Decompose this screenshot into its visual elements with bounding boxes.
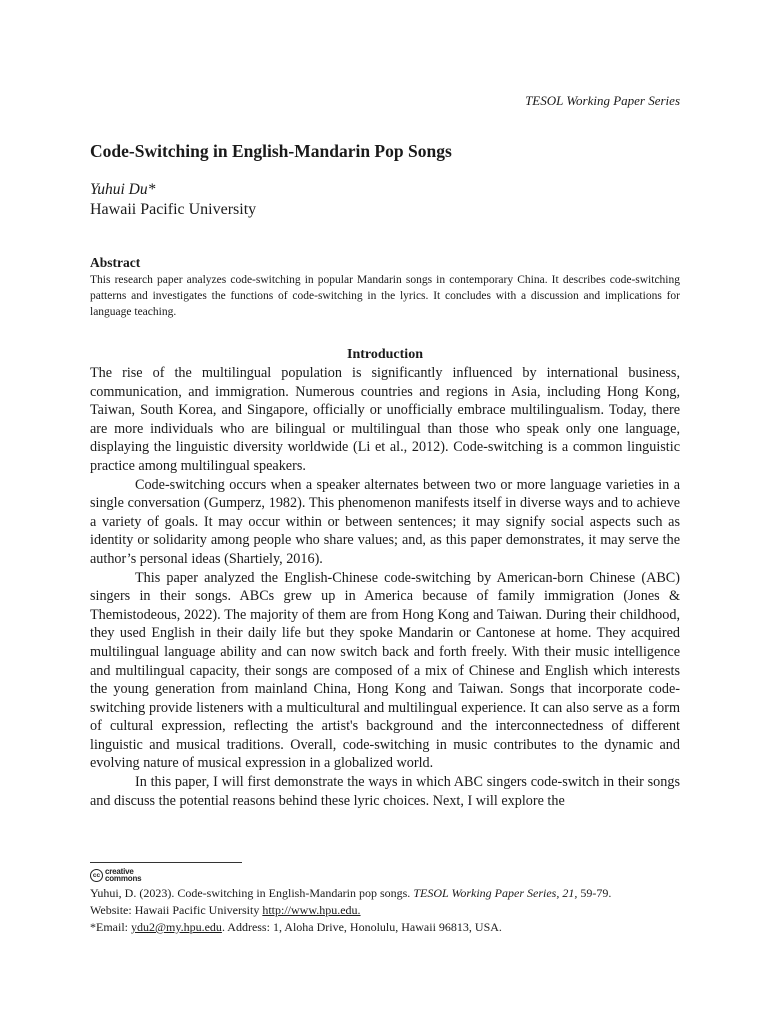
footnote-rule	[90, 862, 242, 863]
cc-icon: cc	[90, 869, 103, 882]
introduction-body	[90, 364, 680, 810]
author-affiliation: Hawaii Pacific University	[90, 201, 257, 218]
email-label: *Email:	[90, 920, 131, 934]
introduction-heading: Introduction	[347, 347, 423, 362]
paragraph: This paper analyzed the English-Chinese code-switching by American-born Chinese (ABC) singers in their songs. ABCs grew up in America because of family immigration (Jones & Themistodeous, 2022). The majority of them are from Hong Kong and Taiwan. During their childhood, they used English in their daily life but they spoke Mandarin or Cantonese at home. They acquired multilingual language ability and can now switch back and forth freely. With their music intelligence and multilingual capacity, their songs are composed of a mix of Chinese and English which interests the young generation from mainland China, Hong Kong and Taiwan. Songs that incorporate code-switching provide listeners with a multicultural and multilingual experience. It can also serve as a form of cultural expression, reflecting the artist's background and the interconnectedness of different linguistic and musical traditions. Overall, code-switching in music contributes to the dynamic and evolving nature of musical expression in a globalized world.	[90, 569, 680, 772]
author-name: Yuhui Du*	[90, 181, 156, 198]
abstract-text: This research paper analyzes code-switching in popular Mandarin songs in contemporary China. It describes code-switching patterns and investigates the functions of code-switching in the lyrics. It concludes with a discussion and implications for language teaching.	[90, 274, 680, 318]
address-text: . Address: 1, Aloha Drive, Honolulu, Hawaii 96813, USA.	[221, 920, 502, 934]
paragraph: In this paper, I will first demonstrate the ways in which ABC singers code-switch in their songs and discuss the potential reasons behind these lyric choices. Next, I will explore the	[90, 774, 680, 809]
series-header: TESOL Working Paper Series	[525, 93, 680, 108]
paper-title: Code-Switching in English-Mandarin Pop Songs	[90, 141, 452, 161]
citation-line	[90, 885, 611, 902]
citation-journal: TESOL Working Paper Series, 21,	[413, 886, 578, 900]
website-label: Website: Hawaii Pacific University	[90, 903, 263, 917]
cc-wordmark: creative commons	[105, 867, 142, 883]
footnote	[90, 885, 611, 936]
paragraph: The rise of the multilingual population is significantly influenced by international business, communication, and immigration. Numerous countries and regions in Asia, including Hong Kong, Taiwan, South Korea, and Singapore, officially or unofficially embrace multilingualism. Today, there are more individuals who are bilingual or multilingual than those who speak only one language, displaying the linguistic diversity worldwide (Li et al., 2012). Code-switching is a common linguistic practice among multilingual speakers.	[90, 365, 680, 474]
paragraph: Code-switching occurs when a speaker alternates between two or more language varieties in a single conversation (Gumperz, 1982). This phenomenon manifests itself in diverse ways and to achieve a variety of goals. It may occur within or between sentences; it may signify social aspects such as identity or solidarity among people who share values; and, as this paper demonstrates, it may serve the author’s personal ideas (Shartiely, 2016).	[90, 476, 680, 567]
citation-prefix: Yuhui, D. (2023). Code-switching in English-Mandarin pop songs.	[90, 886, 414, 900]
website-line	[90, 902, 611, 919]
citation-suffix: 59-79.	[577, 886, 612, 900]
abstract-heading: Abstract	[90, 255, 141, 270]
creative-commons-logo	[90, 867, 142, 883]
email-line	[90, 919, 611, 936]
website-link[interactable]: http://www.hpu.edu.	[262, 903, 361, 917]
email-link[interactable]: ydu2@my.hpu.edu	[131, 920, 222, 934]
